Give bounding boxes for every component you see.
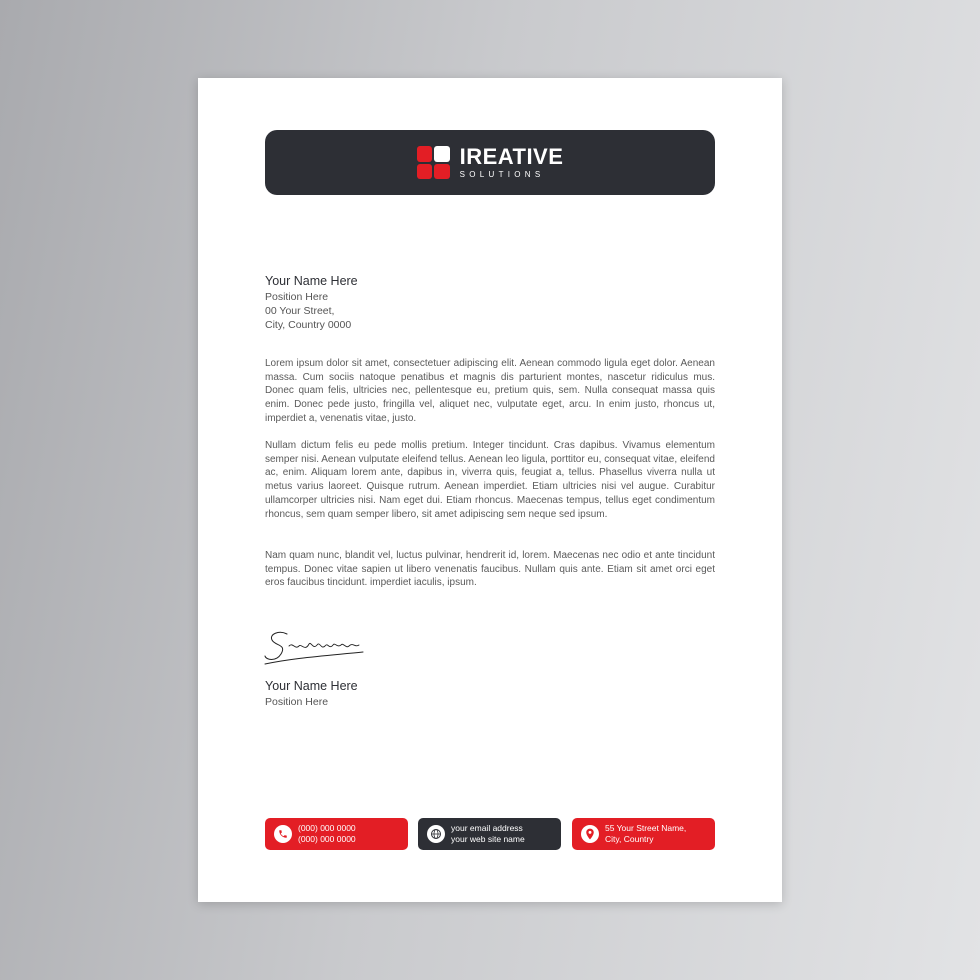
footer-address-lines xyxy=(605,823,686,846)
sender-city: City, Country 0000 xyxy=(265,319,352,331)
footer-address-box xyxy=(572,818,715,850)
signer-position: Position Here xyxy=(265,696,329,708)
brand-tagline: SOLUTIONS xyxy=(459,169,545,179)
body-paragraph-3: Nam quam nunc, blandit vel, luctus pulvinar, hendrerit id, lorem. Maecenas nec odio et ante tincidunt tempus. Donec vitae sapien ut libero venenatis faucibus. Nullam quis ante. Etiam sit amet orci eget eros faucibus tincidunt. imperdiet iaculis, ipsum. xyxy=(265,550,715,589)
footer-address-line-1: 55 Your Street Name, xyxy=(605,822,687,833)
sender-block xyxy=(265,273,358,332)
brand-logo xyxy=(417,143,564,180)
globe-icon xyxy=(427,825,445,843)
footer-address-line-2: City, Country xyxy=(605,834,654,844)
footer-phone-box xyxy=(265,818,408,850)
signer-name: Your Name Here xyxy=(265,679,358,693)
location-pin-icon xyxy=(581,825,599,843)
footer-website: your web site name xyxy=(451,834,525,844)
footer-email: your email address xyxy=(451,822,523,833)
header-bar xyxy=(265,130,715,195)
handwritten-signature xyxy=(263,628,373,672)
sender-street: 00 Your Street, xyxy=(265,305,335,317)
logo-square-bottom-left xyxy=(417,164,433,180)
logo-text xyxy=(459,143,564,180)
footer-phone-line-2: (000) 000 0000 xyxy=(298,834,356,844)
footer-phone-lines xyxy=(298,823,356,846)
logo-square-top-left xyxy=(417,146,433,162)
footer-web-lines xyxy=(451,823,525,846)
body-paragraph-1: Lorem ipsum dolor sit amet, consectetuer adipiscing elit. Aenean commodo ligula eget dolor. Aenean massa. Cum sociis natoque penatibus et magnis dis parturient montes, nascetur ridiculus mus. Donec quam felis, ultricies nec, pellentesque eu, pretium quis, sem. Nulla consequat massa quis enim. Donec pede justo, fringilla vel, aliquet nec, vulputate eget, arcu. In enim justo, rhoncus ut, imperdiet a, venenatis vitae, justo. xyxy=(265,358,715,424)
signer-block xyxy=(265,678,358,709)
sender-position: Position Here xyxy=(265,291,329,303)
body-paragraph-2: Nullam dictum felis eu pede mollis pretium. Integer tincidunt. Cras dapibus. Vivamus elementum semper nisi. Aenean vulputate eleifend tellus. Aenean leo ligula, porttitor eu, consequat vitae, eleifend ac, enim. Aliquam lorem ante, dapibus in, viverra quis, feugiat a, tellus. Phasellus viverra nulla ut metus varius laoreet. Quisque rutrum. Aenean imperdiet. Etiam ultricies nisi vel augue. Curabitur ullamcorper ultricies nisi. Nam eget dui. Etiam rhoncus. Maecenas tempus, tellus eget condimentum rhoncus, sem quam semper libero, sit amet adipiscing sem neque sed ipsum. xyxy=(265,440,715,520)
phone-icon xyxy=(274,825,292,843)
logo-square-top-right xyxy=(434,146,450,162)
footer-web-box xyxy=(418,818,561,850)
logo-mark-icon xyxy=(417,146,450,179)
sender-name: Your Name Here xyxy=(265,274,358,288)
brand-name: IREATIVE xyxy=(459,143,564,169)
footer-phone-line-1: (000) 000 0000 xyxy=(298,822,356,833)
letterhead-page xyxy=(198,78,782,902)
logo-square-bottom-right xyxy=(434,164,450,180)
